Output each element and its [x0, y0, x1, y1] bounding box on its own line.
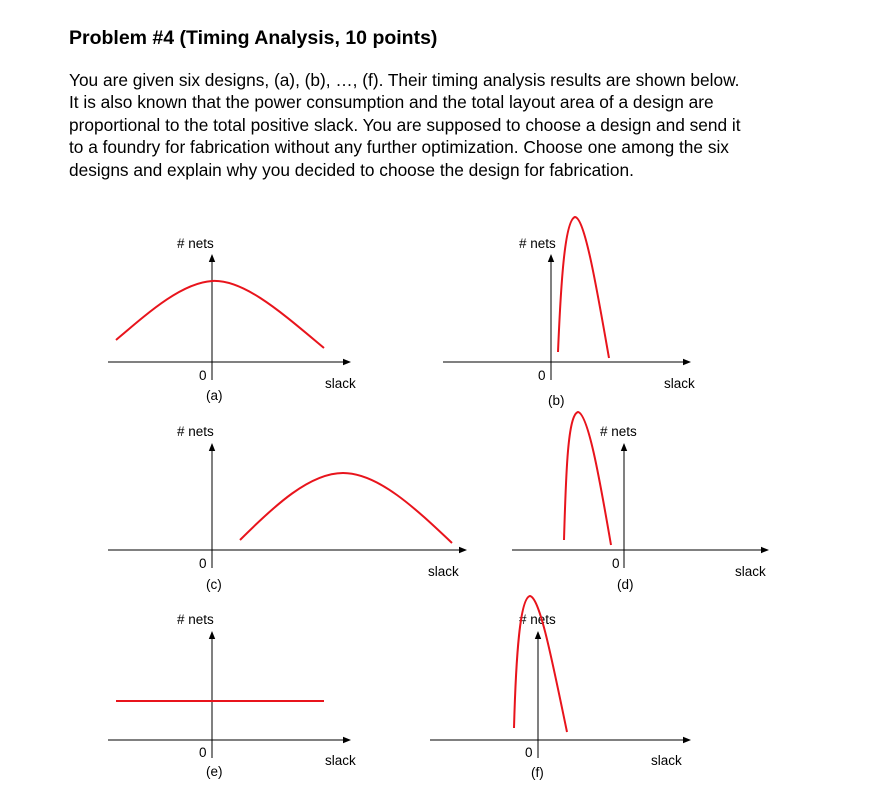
- plot-b-curve: [558, 217, 609, 358]
- plot-c-caption: (c): [206, 577, 222, 592]
- plot-e-y-label: # nets: [177, 612, 214, 627]
- plot-d-origin-label: 0: [612, 556, 620, 571]
- plot-e-origin-label: 0: [199, 745, 207, 760]
- plot-d-caption: (d): [617, 577, 634, 592]
- plot-c-origin-label: 0: [199, 556, 207, 571]
- plot-b: [443, 217, 695, 408]
- plot-a-curve: [116, 281, 324, 348]
- plot-f-y-label: # nets: [519, 612, 556, 627]
- plot-b-origin-label: 0: [538, 368, 546, 383]
- plot-c-curve: [240, 473, 452, 543]
- plot-f-origin-label: 0: [525, 745, 533, 760]
- plot-a-origin-label: 0: [199, 368, 207, 383]
- statement-line-1: You are given six designs, (a), (b), …, (f). Their timing analysis results are shown below.: [69, 70, 740, 90]
- plot-d-x-label: slack: [735, 564, 766, 579]
- plot-a-x-label: slack: [325, 376, 356, 391]
- plot-d: [512, 412, 768, 592]
- plot-c: [108, 424, 466, 592]
- statement-line-2: It is also known that the power consumption and the total layout area of a design are: [69, 92, 714, 113]
- statement-line-4: to a foundry for fabrication without any further optimization. Choose one among the six: [69, 137, 729, 158]
- plot-c-x-label: slack: [428, 564, 459, 579]
- plot-d-y-label: # nets: [600, 424, 637, 439]
- plot-a-y-label: # nets: [177, 236, 214, 251]
- statement-line-3: proportional to the total positive slack. You are supposed to choose a design and send it: [69, 114, 741, 135]
- plot-f: [430, 596, 690, 780]
- plot-e-x-label: slack: [325, 753, 356, 768]
- plot-b-x-label: slack: [664, 376, 695, 391]
- plot-f-curve: [514, 596, 567, 732]
- plot-a-caption: (a): [206, 388, 223, 403]
- statement-line-5: designs and explain why you decided to choose the design for fabrication.: [69, 159, 634, 180]
- plot-f-caption: (f): [531, 765, 544, 780]
- plot-a: [108, 236, 356, 403]
- plot-b-y-label: # nets: [519, 236, 556, 251]
- plot-c-y-label: # nets: [177, 424, 214, 439]
- plot-f-x-label: slack: [651, 753, 682, 768]
- problem-title: Problem #4 (Timing Analysis, 10 points): [69, 27, 438, 49]
- plot-e-caption: (e): [206, 764, 223, 779]
- plot-b-caption: (b): [548, 393, 565, 408]
- plot-e: [108, 612, 356, 779]
